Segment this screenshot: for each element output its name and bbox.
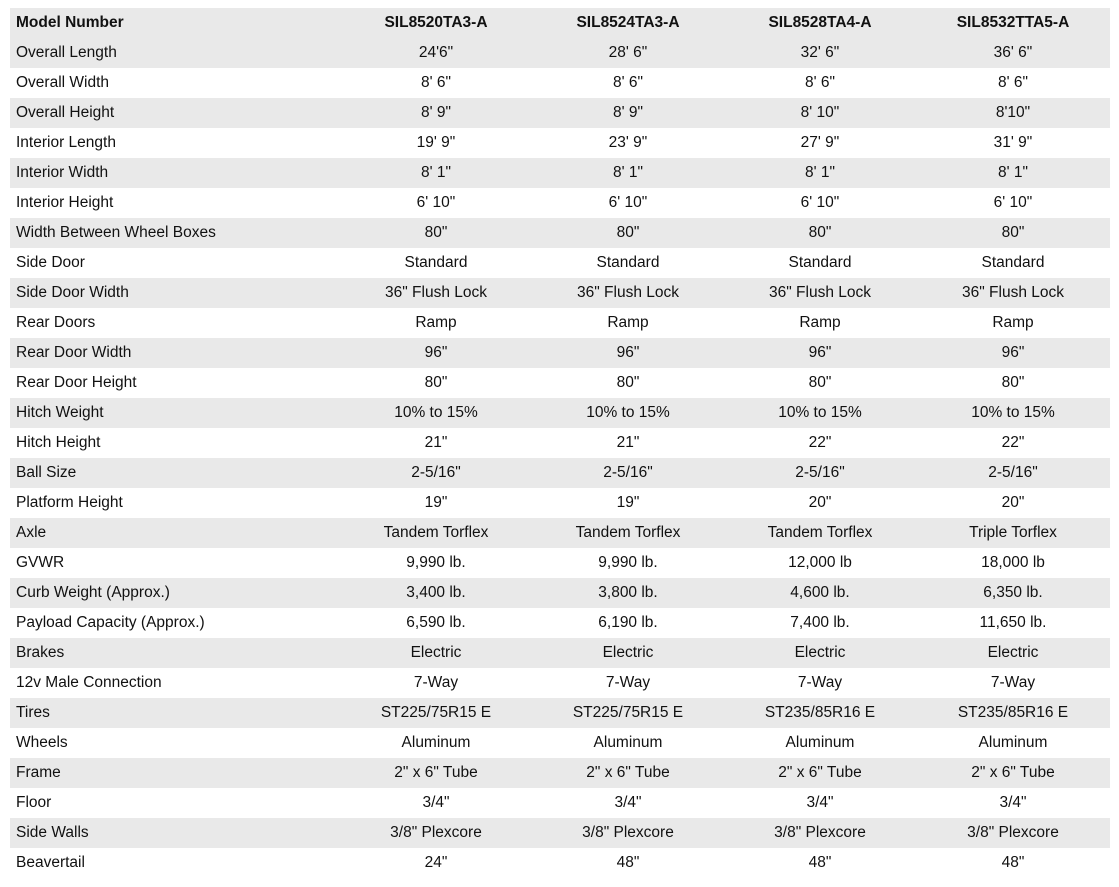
spec-value: 8' 10" — [800, 104, 840, 121]
row-label: Platform Height — [16, 494, 123, 511]
spec-value: 27' 9" — [800, 134, 840, 151]
spec-value: 6' 10" — [608, 194, 648, 211]
spec-value: 6' 10" — [416, 194, 456, 211]
spec-value: 48" — [1001, 854, 1025, 871]
spec-value: 8' 1" — [612, 164, 643, 181]
spec-value: 80" — [616, 374, 640, 391]
spec-value: Aluminum — [593, 734, 663, 751]
spec-value: 23' 9" — [608, 134, 648, 151]
spec-value: Tandem Torflex — [575, 524, 681, 541]
row-label: Interior Height — [16, 194, 114, 211]
spec-value: 20" — [1001, 494, 1025, 511]
spec-value: 3/4" — [999, 794, 1027, 811]
spec-table-body — [10, 38, 1110, 878]
spec-value: Tandem Torflex — [383, 524, 489, 541]
spec-value: 36" Flush Lock — [769, 284, 871, 301]
table-row — [10, 488, 1110, 518]
row-label: GVWR — [16, 554, 65, 571]
spec-value: Triple Torflex — [969, 524, 1057, 541]
spec-value: 11,650 lb. — [979, 614, 1047, 631]
row-label: Axle — [16, 524, 47, 541]
spec-value: 2" x 6" Tube — [778, 764, 862, 781]
spec-value: 8' 9" — [612, 104, 643, 121]
spec-value: Aluminum — [978, 734, 1048, 751]
spec-value: 8' 9" — [420, 104, 451, 121]
header-label: Model Number — [16, 14, 124, 31]
row-label: Rear Doors — [16, 314, 96, 331]
row-label: Interior Length — [16, 134, 116, 151]
table-row — [10, 578, 1110, 608]
spec-value: 80" — [424, 374, 448, 391]
table-row — [10, 278, 1110, 308]
spec-value: Electric — [794, 644, 846, 661]
spec-value: 96" — [424, 344, 448, 361]
spec-value: 80" — [808, 374, 832, 391]
row-label: Overall Length — [16, 44, 117, 61]
spec-value: 8'10" — [995, 104, 1031, 121]
table-row — [10, 188, 1110, 218]
spec-value: 96" — [616, 344, 640, 361]
row-label: Rear Door Height — [16, 374, 137, 391]
spec-value: 28' 6" — [608, 44, 648, 61]
spec-value: 3/8" Plexcore — [582, 824, 674, 841]
spec-value: 3/4" — [806, 794, 834, 811]
table-row — [10, 38, 1110, 68]
table-row — [10, 158, 1110, 188]
table-row — [10, 68, 1110, 98]
table-row — [10, 428, 1110, 458]
spec-value: 31' 9" — [993, 134, 1033, 151]
table-row — [10, 608, 1110, 638]
spec-value: 10% to 15% — [971, 404, 1055, 421]
spec-value: 6' 10" — [800, 194, 840, 211]
spec-value: 12,000 lb — [788, 554, 852, 571]
spec-value: 6,190 lb. — [598, 614, 658, 631]
spec-value: 80" — [808, 224, 832, 241]
table-row — [10, 248, 1110, 278]
spec-value: Standard — [981, 254, 1045, 271]
row-label: Brakes — [16, 644, 65, 661]
spec-value: 21" — [616, 434, 640, 451]
spec-value: 8' 6" — [420, 74, 451, 91]
table-row — [10, 368, 1110, 398]
model-header: SIL8528TA4-A — [768, 14, 872, 31]
spec-value: 4,600 lb. — [790, 584, 850, 601]
spec-value: 3/4" — [422, 794, 450, 811]
table-row — [10, 698, 1110, 728]
table-row — [10, 788, 1110, 818]
spec-value: Ramp — [607, 314, 649, 331]
row-label: Hitch Height — [16, 434, 101, 451]
spec-value: 19' 9" — [416, 134, 456, 151]
spec-value: 9,990 lb. — [598, 554, 658, 571]
spec-value: 3/8" Plexcore — [774, 824, 866, 841]
spec-value: 19" — [616, 494, 640, 511]
table-row — [10, 458, 1110, 488]
row-label: Ball Size — [16, 464, 77, 481]
spec-value: Aluminum — [401, 734, 471, 751]
spec-value: 6,590 lb. — [406, 614, 466, 631]
spec-value: 3,800 lb. — [598, 584, 658, 601]
table-row — [10, 728, 1110, 758]
spec-value: 8' 1" — [997, 164, 1028, 181]
row-label: Side Door — [16, 254, 85, 271]
spec-value: ST235/85R16 E — [957, 704, 1069, 721]
header-row — [10, 8, 1110, 38]
spec-value: 36' 6" — [993, 44, 1033, 61]
spec-value: 20" — [808, 494, 832, 511]
row-label: Tires — [16, 704, 50, 721]
spec-value: Standard — [596, 254, 660, 271]
spec-value: Electric — [602, 644, 654, 661]
spec-value: 8' 6" — [804, 74, 835, 91]
row-label: Floor — [16, 794, 52, 811]
spec-value: Ramp — [799, 314, 841, 331]
spec-value: Electric — [987, 644, 1039, 661]
spec-value: 80" — [424, 224, 448, 241]
row-label: Interior Width — [16, 164, 109, 181]
spec-value: 24" — [424, 854, 448, 871]
spec-value: 80" — [1001, 374, 1025, 391]
spec-value: Tandem Torflex — [767, 524, 873, 541]
spec-value: 2-5/16" — [603, 464, 653, 481]
spec-value: 10% to 15% — [586, 404, 670, 421]
spec-value: 2-5/16" — [411, 464, 461, 481]
row-label: Rear Door Width — [16, 344, 132, 361]
spec-value: 24'6" — [418, 44, 454, 61]
spec-value: 80" — [616, 224, 640, 241]
row-label: Beavertail — [16, 854, 85, 871]
model-header: SIL8524TA3-A — [576, 14, 680, 31]
spec-value: Electric — [410, 644, 462, 661]
spec-value: Aluminum — [785, 734, 855, 751]
table-row — [10, 848, 1110, 878]
spec-value: 3,400 lb. — [406, 584, 466, 601]
spec-value: 7-Way — [605, 674, 651, 691]
model-header: SIL8520TA3-A — [384, 14, 488, 31]
spec-value: 9,990 lb. — [406, 554, 466, 571]
table-row — [10, 518, 1110, 548]
spec-value: 48" — [808, 854, 832, 871]
spec-value: 80" — [1001, 224, 1025, 241]
table-row — [10, 758, 1110, 788]
row-label: Frame — [16, 764, 61, 781]
spec-value: 18,000 lb — [981, 554, 1045, 571]
spec-value: 96" — [1001, 344, 1025, 361]
spec-value: 3/8" Plexcore — [390, 824, 482, 841]
row-label: Side Door Width — [16, 284, 129, 301]
spec-value: 2" x 6" Tube — [971, 764, 1055, 781]
spec-value: 2-5/16" — [795, 464, 845, 481]
spec-value: 7-Way — [413, 674, 459, 691]
spec-value: 10% to 15% — [394, 404, 478, 421]
table-row — [10, 98, 1110, 128]
spec-value: 3/8" Plexcore — [967, 824, 1059, 841]
row-label: Wheels — [16, 734, 68, 751]
row-label: Side Walls — [16, 824, 89, 841]
spec-value: 36" Flush Lock — [385, 284, 487, 301]
spec-value: 2-5/16" — [988, 464, 1038, 481]
row-label: Overall Width — [16, 74, 110, 91]
row-label: 12v Male Connection — [16, 674, 162, 691]
spec-value: 3/4" — [614, 794, 642, 811]
spec-value: Ramp — [415, 314, 457, 331]
spec-value: 19" — [424, 494, 448, 511]
spec-value: Standard — [788, 254, 852, 271]
spec-value: ST225/75R15 E — [572, 704, 684, 721]
spec-value: 21" — [424, 434, 448, 451]
row-label: Payload Capacity (Approx.) — [16, 614, 205, 631]
spec-table-container — [10, 8, 1110, 878]
table-row — [10, 668, 1110, 698]
spec-value: 8' 1" — [804, 164, 835, 181]
table-row — [10, 218, 1110, 248]
spec-value: 8' 1" — [420, 164, 451, 181]
spec-value: 32' 6" — [800, 44, 840, 61]
row-label: Hitch Weight — [16, 404, 104, 421]
table-row — [10, 308, 1110, 338]
spec-value: 10% to 15% — [778, 404, 862, 421]
spec-value: 7-Way — [797, 674, 843, 691]
table-row — [10, 128, 1110, 158]
table-row — [10, 398, 1110, 428]
spec-value: 36" Flush Lock — [962, 284, 1064, 301]
table-row — [10, 338, 1110, 368]
spec-value: 2" x 6" Tube — [394, 764, 478, 781]
spec-value: 6' 10" — [993, 194, 1033, 211]
spec-value: 36" Flush Lock — [577, 284, 679, 301]
model-header: SIL8532TTA5-A — [956, 14, 1070, 31]
spec-value: ST225/75R15 E — [380, 704, 492, 721]
spec-value: 96" — [808, 344, 832, 361]
spec-value: ST235/85R16 E — [764, 704, 876, 721]
spec-value: Ramp — [992, 314, 1034, 331]
spec-value: 2" x 6" Tube — [586, 764, 670, 781]
spec-value: 8' 6" — [612, 74, 643, 91]
row-label: Curb Weight (Approx.) — [16, 584, 170, 601]
spec-table — [10, 8, 1110, 878]
spec-value: 22" — [808, 434, 832, 451]
spec-value: 48" — [616, 854, 640, 871]
spec-value: 8' 6" — [997, 74, 1028, 91]
spec-value: 22" — [1001, 434, 1025, 451]
table-row — [10, 548, 1110, 578]
row-label: Overall Height — [16, 104, 115, 121]
spec-value: 6,350 lb. — [983, 584, 1043, 601]
spec-value: Standard — [404, 254, 468, 271]
table-row — [10, 818, 1110, 848]
spec-value: 7,400 lb. — [790, 614, 850, 631]
row-label: Width Between Wheel Boxes — [16, 224, 216, 241]
spec-value: 7-Way — [990, 674, 1036, 691]
table-row — [10, 638, 1110, 668]
